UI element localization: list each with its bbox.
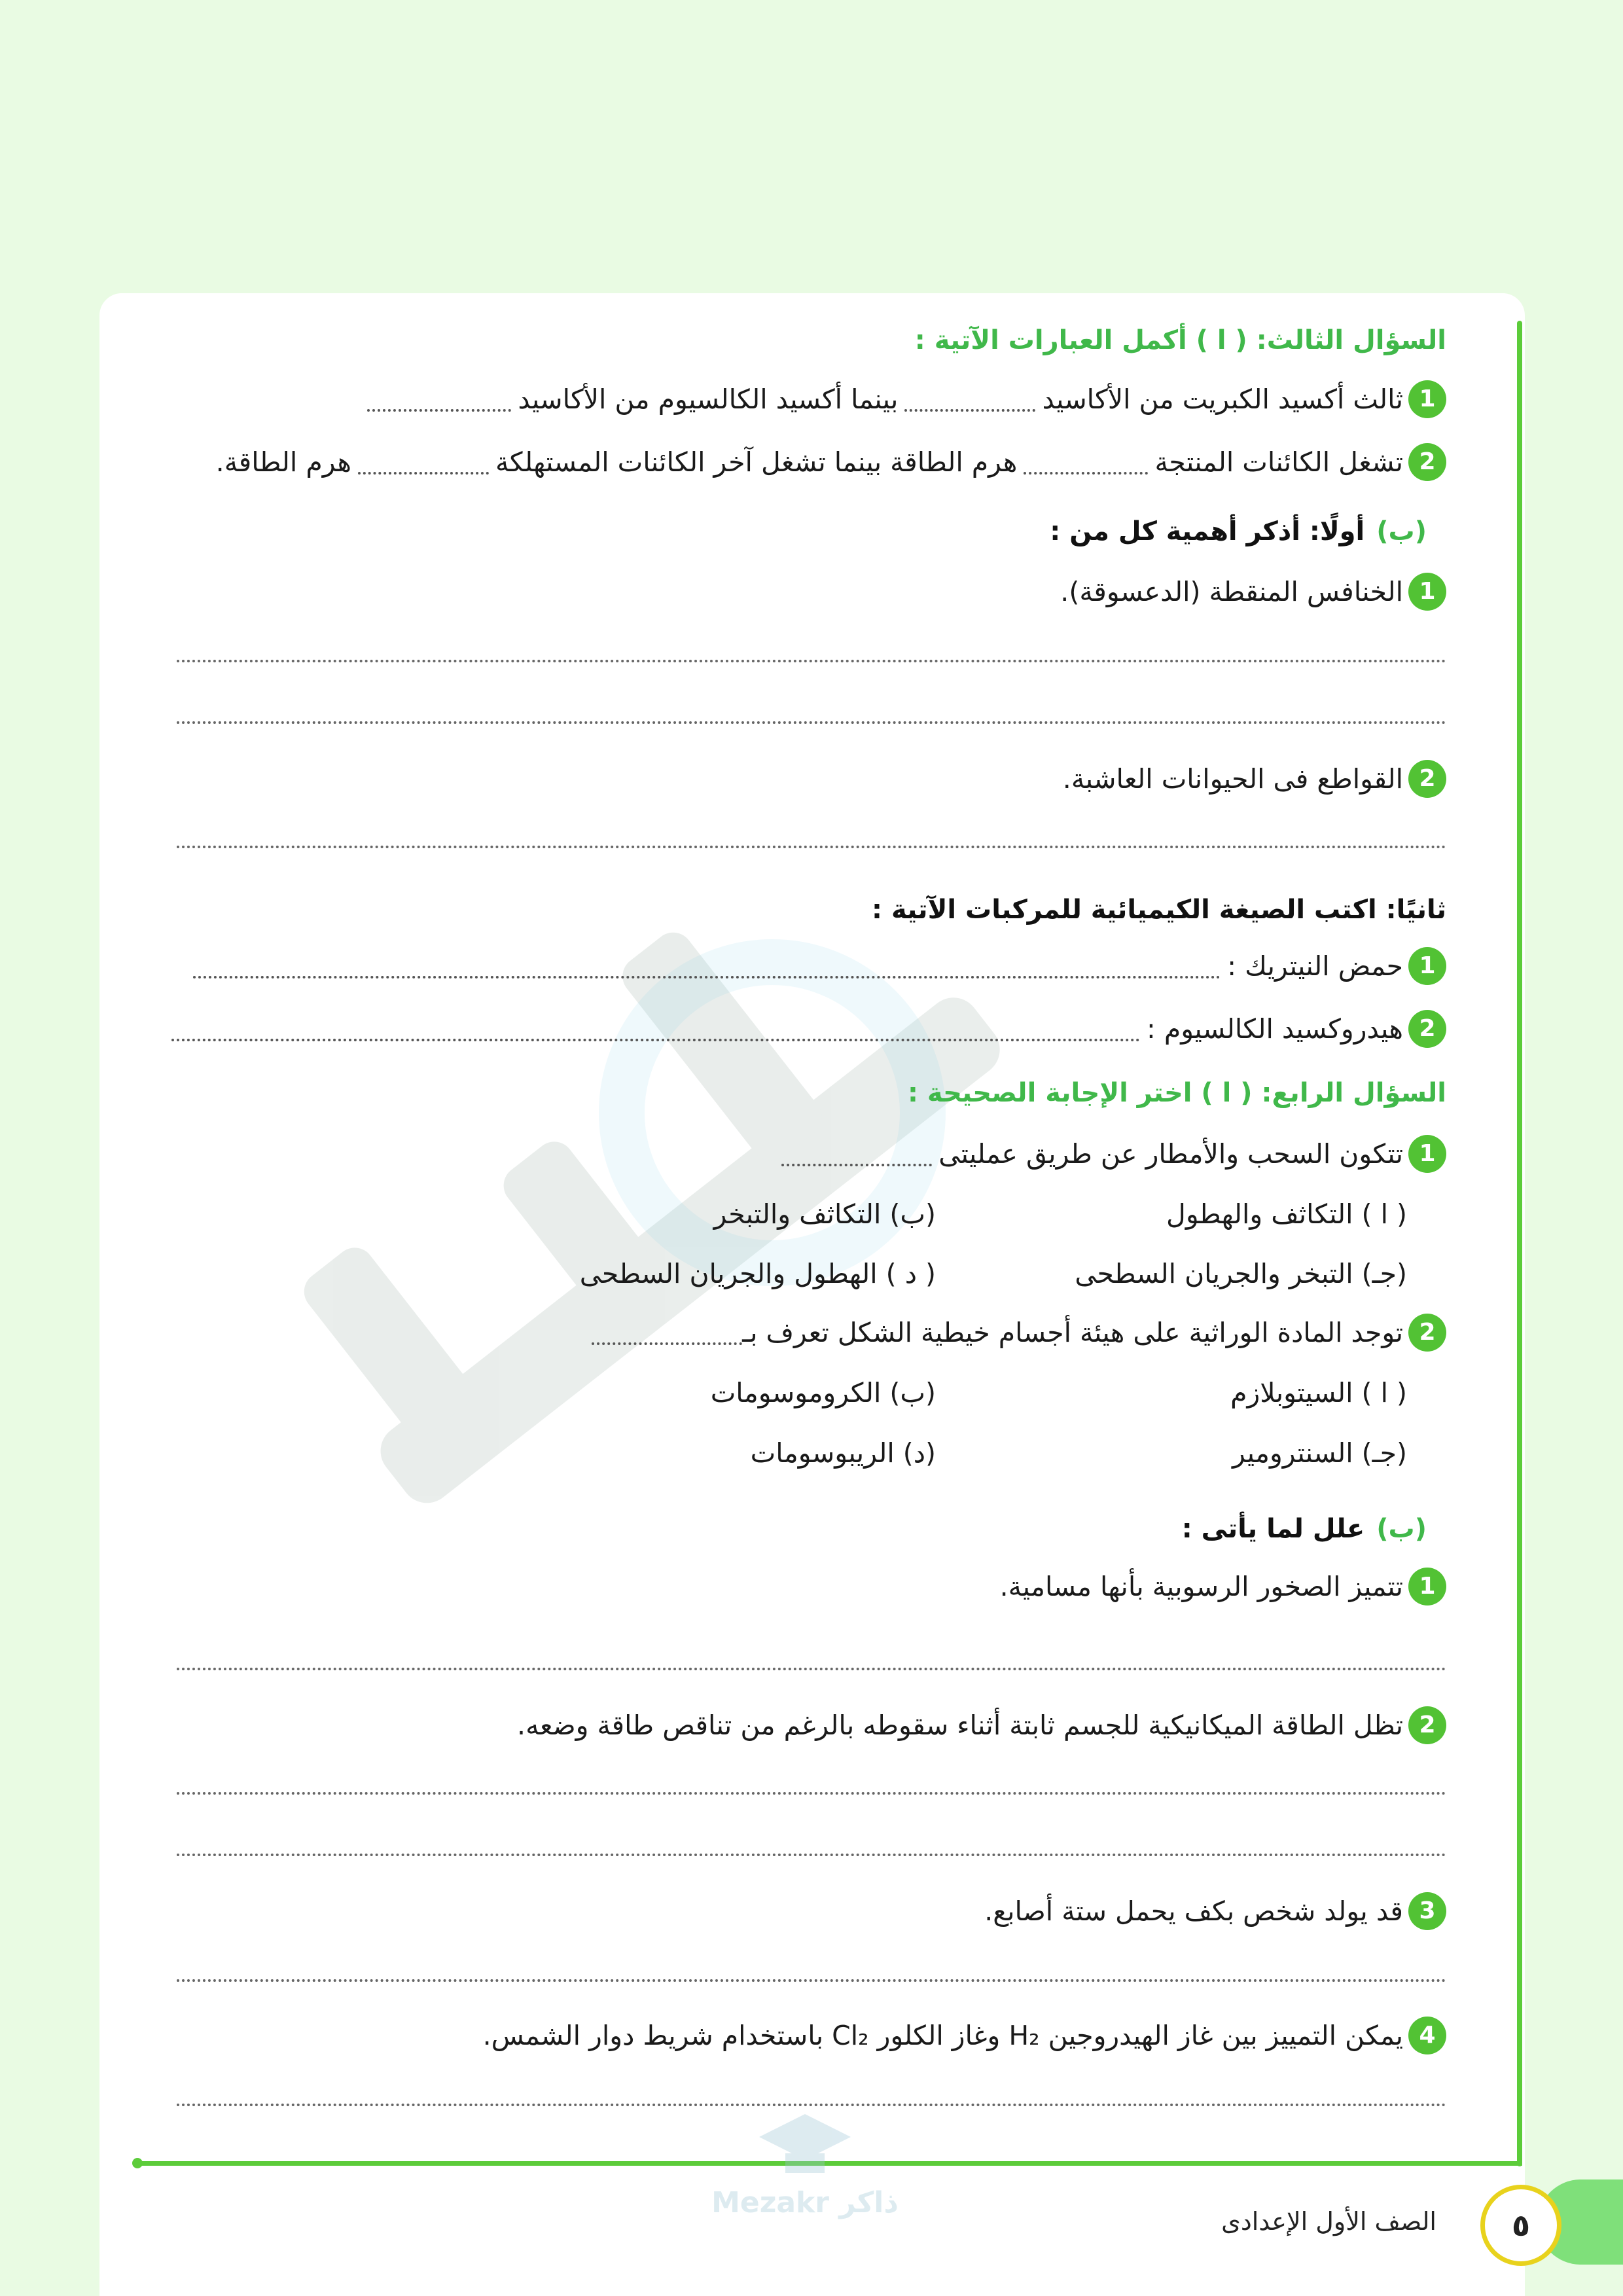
number-badge: 1 (1408, 380, 1446, 418)
q3-item-2-end: هرم الطاقة. (215, 446, 351, 478)
blank-line[interactable] (1024, 450, 1148, 475)
q4-heading: السؤال الرابع: ( ا ) اختر الإجابة الصحيحة : (907, 1078, 1446, 1108)
blank-line[interactable] (904, 387, 1035, 412)
choice-d[interactable]: ( د ) الهطول والجريان السطحى (579, 1258, 936, 1289)
q3-item-2-mid: هرم الطاقة بينما تشغل آخر الكائنات المستهلكة (495, 446, 1018, 478)
q3-item-2 (216, 442, 1446, 482)
frame-corner-dot (132, 2158, 143, 2168)
choice-d[interactable]: (د) الريبوسومات (750, 1437, 936, 1469)
answer-line[interactable] (177, 660, 1446, 662)
blank-line[interactable] (592, 1320, 742, 1345)
q3-item-1-text: ثالث أكسيد الكبريت من الأكاسيد (1042, 384, 1403, 415)
q3-item-2-text: تشغل الكائنات المنتجة (1154, 446, 1403, 478)
number-badge: 1 (1408, 573, 1446, 611)
choice-a[interactable]: ( ا ) السيتوبلازم (1230, 1377, 1407, 1408)
answer-line[interactable] (177, 2104, 1446, 2106)
q4-item-2-text: توجد المادة الوراثية على هيئة أجسام خيطية الشكل تعرف بـ (742, 1317, 1403, 1348)
q3-heading: السؤال الثالث: ( ا ) أكمل العبارات الآتية : (914, 325, 1446, 355)
q4-b-item-1-text: تتميز الصخور الرسوبية بأنها مسامية. (999, 1571, 1403, 1602)
choice-c[interactable]: (جـ) السنترومير (1232, 1437, 1407, 1469)
blank-line[interactable] (171, 1016, 1140, 1041)
choice-c[interactable]: (جـ) التبخر والجريان السطحى (1075, 1258, 1407, 1289)
q3-second-item-2 (171, 1009, 1446, 1049)
answer-line[interactable] (177, 1979, 1446, 1982)
q3-item-1 (361, 380, 1446, 419)
answer-line[interactable] (177, 1792, 1446, 1795)
q4-b-heading (1182, 1509, 1427, 1549)
q3-b-heading (1050, 512, 1427, 551)
q4-b-item-3 (984, 1892, 1446, 1931)
answer-line[interactable] (177, 846, 1446, 848)
q4-item-1-text: تتكون السحب والأمطار عن طريق عمليتى (938, 1138, 1403, 1170)
q4-b-item-1 (1000, 1567, 1446, 1606)
answer-line[interactable] (177, 1854, 1446, 1856)
frame-right-border (1517, 321, 1522, 2166)
q3-b-item-2 (1063, 759, 1446, 798)
blank-line[interactable] (358, 450, 489, 475)
answer-line[interactable] (177, 1668, 1446, 1670)
q3-second-item-1-text: حمض النيتريك : (1227, 950, 1403, 982)
number-badge: 2 (1408, 1706, 1446, 1744)
q3-b-item-1 (1060, 572, 1446, 611)
q3-b-label: (ب) (1376, 516, 1427, 547)
choice-b[interactable]: (ب) التكاثف والتبخر (713, 1198, 936, 1230)
number-badge: 1 (1408, 1568, 1446, 1605)
number-badge: 2 (1408, 443, 1446, 481)
number-badge: 3 (1408, 1892, 1446, 1930)
answer-line[interactable] (177, 721, 1446, 724)
q4-b-item-2 (517, 1706, 1446, 1745)
number-badge: 2 (1408, 1010, 1446, 1048)
number-badge: 4 (1408, 2017, 1446, 2054)
q4-item-1 (781, 1134, 1446, 1174)
choice-a[interactable]: ( ا ) التكاثف والهطول (1166, 1198, 1407, 1230)
q3-b-item-1-text: الخنافس المنقطة (الدعسوقة). (1060, 576, 1403, 607)
blank-line[interactable] (781, 1141, 932, 1166)
q4-b-heading-text: علل لما يأتى : (1181, 1514, 1365, 1544)
q3-b-heading-text: أولًا: أذكر أهمية كل من : (1050, 516, 1365, 547)
q4-b-label: (ب) (1376, 1514, 1427, 1544)
q3-second-heading: ثانيًا: اكتب الصيغة الكيميائية للمركبات الآتية : (872, 895, 1446, 925)
number-badge: 1 (1408, 947, 1446, 985)
q4-b-item-4-text: يمكن التمييز بين غاز الهيدروجين H₂ وغاز الكلور Cl₂ باستخدام شريط دوار الشمس. (482, 2020, 1403, 2051)
worksheet-content (137, 314, 1446, 2121)
number-badge: 1 (1408, 1135, 1446, 1173)
logo-text: ذاكر Mezakr (711, 2186, 899, 2219)
grade-label: الصف الأول الإعدادى (1221, 2207, 1436, 2236)
q4-b-item-4 (483, 2016, 1446, 2055)
number-badge: 2 (1408, 760, 1446, 798)
choice-b[interactable]: (ب) الكروموسومات (710, 1377, 936, 1408)
q4-b-item-2-text: تظل الطاقة الميكانيكية للجسم ثابتة أثناء سقوطه بالرغم من تناقص طاقة وضعه. (517, 1710, 1403, 1741)
q3-second-item-1 (193, 946, 1446, 986)
blank-line[interactable] (193, 954, 1221, 978)
q4-b-item-3-text: قد يولد شخص بكف يحمل ستة أصابع. (984, 1895, 1403, 1927)
blank-line[interactable] (367, 387, 511, 412)
page-number: ٥ (1480, 2185, 1561, 2266)
q3-second-item-2-text: هيدروكسيد الكالسيوم : (1146, 1013, 1403, 1045)
q3-item-1-mid: بينما أكسيد الكالسيوم من الأكاسيد (518, 384, 899, 415)
number-badge: 2 (1408, 1314, 1446, 1352)
q3-b-item-2-text: القواطع فى الحيوانات العاشبة. (1062, 763, 1403, 795)
mezakr-logo (711, 2108, 899, 2225)
q4-item-2 (592, 1313, 1446, 1352)
